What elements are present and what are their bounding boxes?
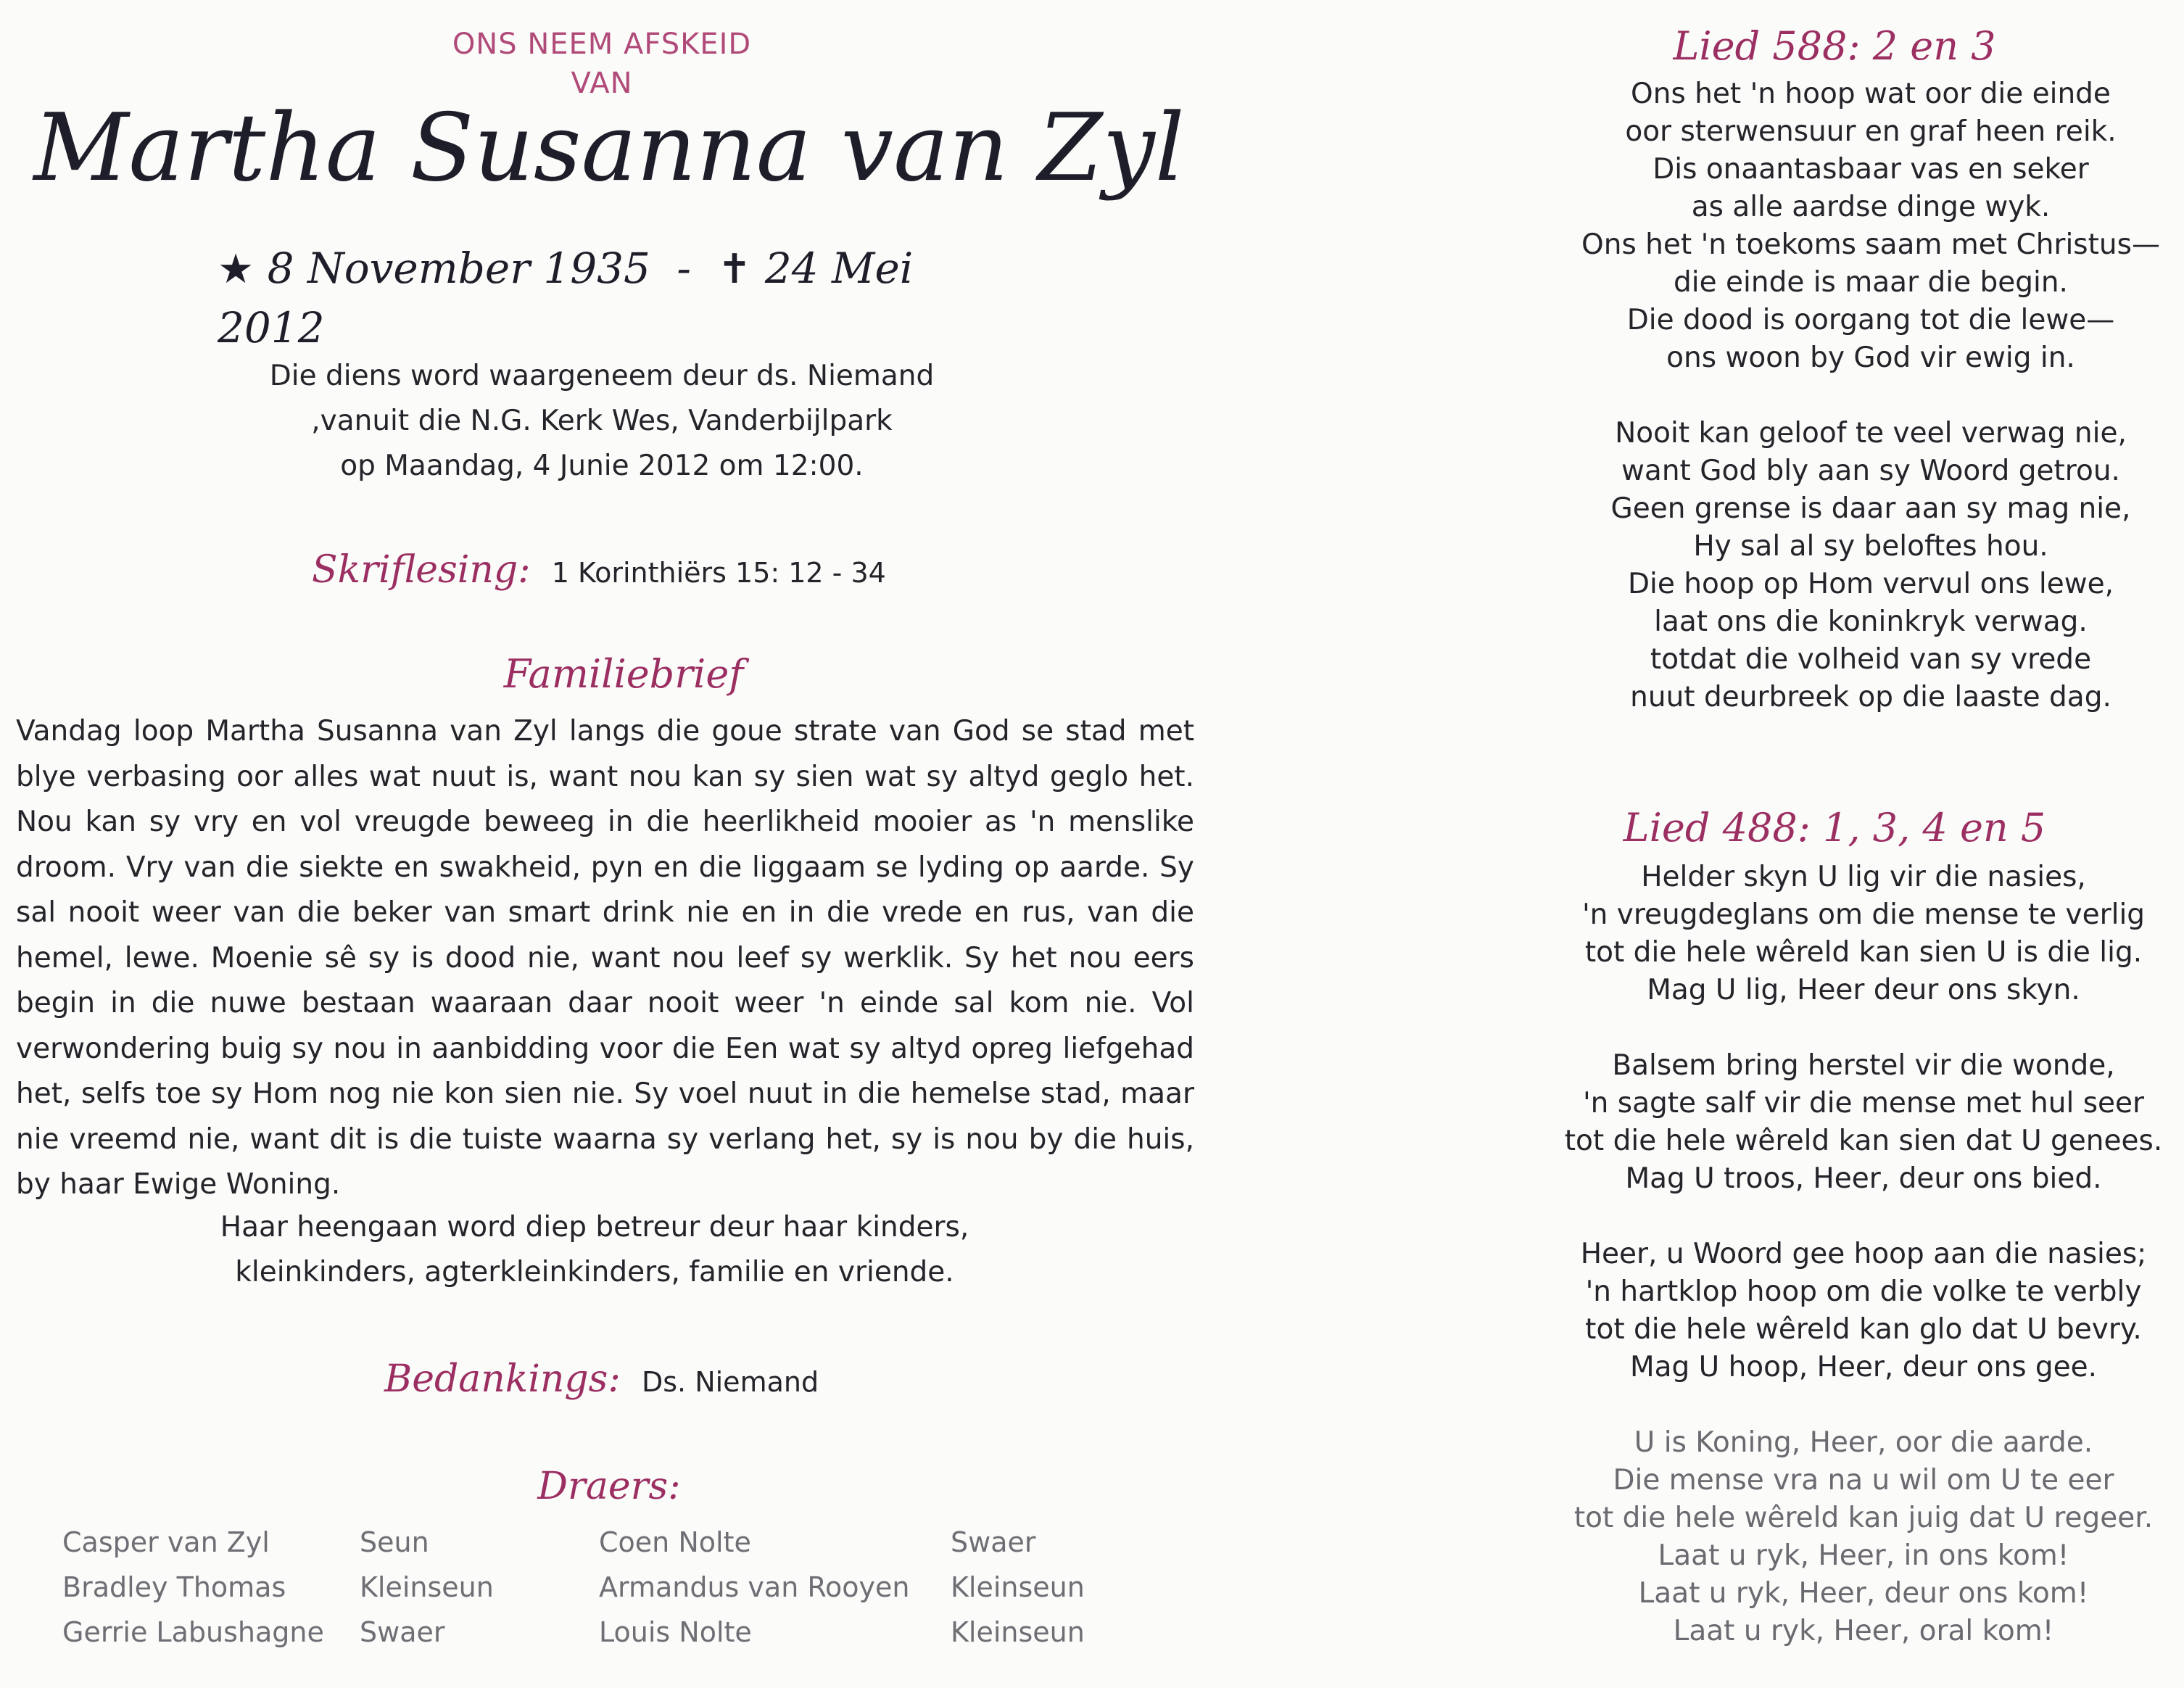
hymn1-title: Lied 588: 2 en 3	[1673, 23, 1996, 69]
hymn-line: Laat u ryk, Heer, in ons kom!	[1658, 1539, 2069, 1572]
hymn-line: 'n sagte salf vir die mense met hul seer	[1582, 1087, 2145, 1120]
bearer-relation: Kleinseun	[360, 1571, 494, 1603]
header-line2: VAN	[571, 67, 633, 100]
life-dates	[218, 239, 1015, 357]
reading-value: 1 Korinthiërs 15: 12 - 34	[551, 557, 886, 589]
header-intro	[377, 25, 827, 103]
hymn-line: 'n vreugdeglans om die mense te verlig	[1581, 898, 2146, 931]
bearer-name: Bradley Thomas	[62, 1571, 286, 1603]
bearer-name: Coen Nolte	[599, 1526, 751, 1558]
hymn-line: Hy sal al sy beloftes hou.	[1693, 530, 2048, 563]
bearers-list	[62, 1520, 1194, 1655]
deceased-name: Martha Susanna van Zyl	[33, 94, 1185, 202]
hymn2-text	[1544, 859, 2183, 1688]
thanks-label: Bedankings:	[384, 1357, 621, 1401]
hymn-line: die einde is maar die begin.	[1674, 266, 2068, 299]
letter-title: Familiebrief	[503, 651, 744, 697]
scripture-reading	[312, 548, 1037, 592]
hymn-line: tot die hele wêreld kan sien dat U genees.	[1564, 1125, 2163, 1157]
hymn-line: Die mense vra na u wil om U te eer	[1613, 1464, 2114, 1497]
bearer-name: Gerrie Labushagne	[62, 1616, 324, 1648]
date-separator: -	[677, 244, 692, 293]
bearer-relation: Seun	[360, 1526, 429, 1558]
hymn2-stanza	[1544, 1424, 2183, 1650]
hymn-line: laat ons die koninkryk verwag.	[1654, 605, 2088, 638]
hymn-line: U is Koning, Heer, oor die aarde.	[1634, 1426, 2093, 1459]
bearer-row	[62, 1610, 1194, 1655]
bearer-relation: Swaer	[951, 1526, 1036, 1558]
star-icon: ★	[218, 246, 255, 293]
birth-date: 8 November 1935	[267, 244, 650, 293]
header-line1: ONS NEEM AFSKEID	[452, 28, 752, 61]
hymn1-text	[1566, 75, 2175, 754]
hymn-line: totdat die volheid van sy vrede	[1650, 643, 2092, 676]
death-date: 24 Mei 2012	[218, 244, 914, 352]
thanks	[384, 1357, 1037, 1401]
hymn-line: 'n hartklop hoop om die volke te verbly	[1585, 1275, 2142, 1308]
hymn-line: Nooit kan geloof te veel verwag nie,	[1615, 417, 2127, 450]
bearer-name: Armandus van Rooyen	[599, 1571, 910, 1603]
bearer-name: Louis Nolte	[599, 1616, 752, 1648]
service-line3: op Maandag, 4 Junie 2012 om 12:00.	[340, 450, 864, 482]
bearer-relation: Swaer	[360, 1616, 445, 1648]
cross-icon: ✝	[717, 246, 752, 293]
bearer-relation: Kleinseun	[951, 1616, 1085, 1648]
hymn-line: Mag U lig, Heer deur ons skyn.	[1647, 974, 2080, 1006]
service-line1: Die diens word waargeneem deur ds. Niemand	[269, 360, 935, 392]
hymn-line: Laat u ryk, Heer, deur ons kom!	[1638, 1577, 2089, 1610]
reading-label: Skriflesing:	[312, 548, 531, 592]
mourned-line2: kleinkinders, agterkleinkinders, familie en vriende.	[235, 1256, 954, 1288]
hymn-line: tot die hele wêreld kan glo dat U bevry.	[1585, 1313, 2142, 1346]
hymn-line: Ons het 'n toekoms saam met Christus—	[1581, 228, 2160, 261]
service-details	[239, 354, 964, 489]
hymn1-stanza	[1566, 415, 2175, 716]
hymn-line: nuut deurbreek op die laaste dag.	[1630, 681, 2111, 713]
hymn-line: Mag U troos, Heer, deur ons bied.	[1625, 1162, 2102, 1195]
bearer-relation: Kleinseun	[951, 1571, 1085, 1603]
hymn-line: tot die hele wêreld kan juig dat U regeer.	[1573, 1502, 2154, 1534]
hymn-line: ons woon by God vir ewig in.	[1666, 342, 2075, 374]
hymn-line: as alle aardse dinge wyk.	[1691, 191, 2051, 223]
hymn-line: Helder skyn U lig vir die nasies,	[1641, 861, 2086, 893]
mourned-by	[174, 1205, 1015, 1295]
bearer-row	[62, 1565, 1194, 1610]
bearers-title: Draers:	[537, 1465, 681, 1508]
hymn-line: Mag U hoop, Heer, deur ons gee.	[1629, 1351, 2098, 1383]
thanks-value: Ds. Niemand	[641, 1366, 819, 1398]
hymn1-stanza	[1566, 75, 2175, 377]
hymn-line: Die dood is oorgang tot die lewe—	[1626, 304, 2115, 336]
hymn2-stanza	[1544, 1047, 2183, 1198]
hymn-line: Heer, u Woord gee hoop aan die nasies;	[1580, 1238, 2147, 1270]
hymn-line: Geen grense is daar aan sy mag nie,	[1610, 492, 2131, 525]
service-line2: ,vanuit die N.G. Kerk Wes, Vanderbijlpark	[311, 405, 893, 437]
bearer-row	[62, 1520, 1194, 1565]
hymn-line: Laat u ryk, Heer, oral kom!	[1673, 1615, 2054, 1647]
hymn-line: Balsem bring herstel vir die wonde,	[1612, 1049, 2115, 1082]
mourned-line1: Haar heengaan word diep betreur deur haar kinders,	[220, 1211, 969, 1244]
hymn-line: tot die hele wêreld kan sien U is die lig.	[1584, 936, 2143, 969]
hymn2-stanza	[1544, 1236, 2183, 1386]
hymn-line: oor sterwensuur en graf heen reik.	[1625, 115, 2117, 148]
bearer-name: Casper van Zyl	[62, 1526, 270, 1558]
hymn-line: Die hoop op Hom vervul ons lewe,	[1628, 568, 2114, 600]
hymn-line: Ons het 'n hoop wat oor die einde	[1631, 78, 2111, 110]
hymn-line: want God bly aan sy Woord getrou.	[1621, 455, 2120, 487]
hymn2-stanza	[1544, 859, 2183, 1009]
hymn-line: Dis onaantasbaar vas en seker	[1653, 153, 2089, 186]
hymn2-title: Lied 488: 1, 3, 4 en 5	[1623, 805, 2046, 851]
family-letter: Vandag loop Martha Susanna van Zyl langs die goue strate van God se stad met blye verbasing oor alles wat nuut is, want nou kan sy sien wat sy altyd geglo het. Nou kan sy vry en vol vreugde beweeg in die heerlikheid mooier as 'n menslike droom. Vry van die siekte en swakheid, pyn en die liggaam se lyding op aarde. Sy sal nooit weer van die beker van smart drink nie en in die vrede en rus, van die hemel, lewe. Moenie sê sy is dood nie, want nou leef sy werklik. Sy het nou eers begin in die nuwe bestaan waaraan daar nooit weer 'n einde sal kom nie. Vol verwondering buig sy nou in aanbidding voor die Een wat sy altyd opreg liefgehad het, selfs toe sy Hom nog nie kon sien nie. Sy voel nuut in die hemelse stad, maar nie vreemd nie, want dit is die tuiste waarna sy verlang het, sy is nou by die huis, by haar Ewige Woning.	[16, 715, 1194, 1201]
